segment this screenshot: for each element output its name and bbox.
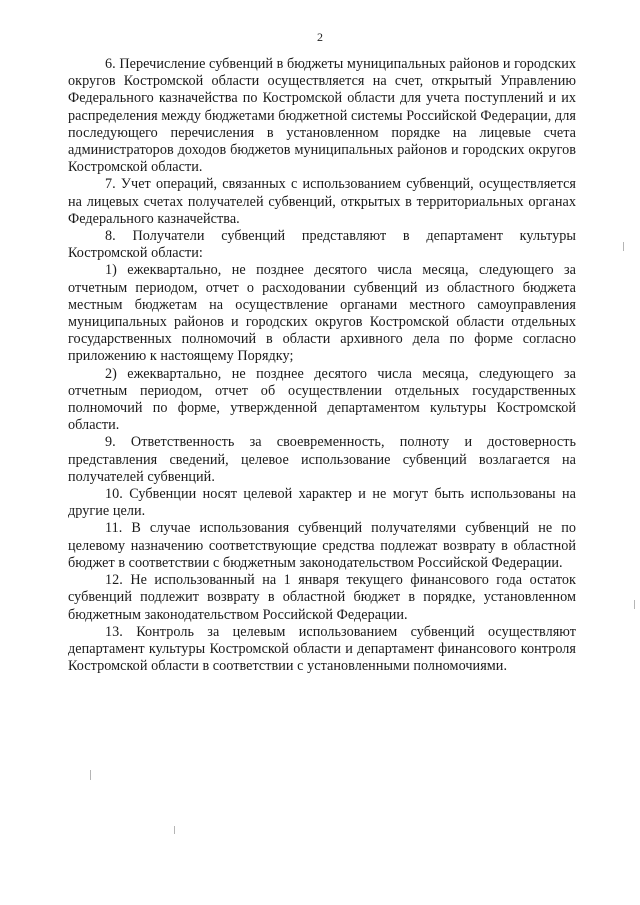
scan-mark <box>90 770 91 780</box>
paragraph-8-item-1: 1) ежеквартально, не позднее десятого числа месяца, следующего за отчетным периодом, отчет о расходовании субвенций из областного бюджета местным бюджетам на осуществление органами местного самоуправления муниципальных районов и городских округов Костромской области отдельных государственных полномочий в области архивного дела по форме согласно приложению к настоящему Порядку; <box>68 262 576 365</box>
paragraph-6: 6. Перечисление субвенций в бюджеты муниципальных районов и городских округов Костромской области осуществляется на счет, открытый Управлению Федерального казначейства по Костромской области для учета поступлений и их распределения между бюджетами бюджетной системы Российской Федерации, для последующего перечисления в установленном порядке на лицевые счета администраторов доходов бюджетов муниципальных районов и городских округов Костромской области. <box>68 56 576 176</box>
paragraph-10: 10. Субвенции носят целевой характер и не могут быть использованы на другие цели. <box>68 486 576 520</box>
paragraph-8: 8. Получатели субвенций представляют в департамент культуры Костромской области: <box>68 228 576 262</box>
paragraph-8-item-2: 2) ежеквартально, не позднее десятого числа месяца, следующего за отчетным периодом, отчет об осуществлении отдельных государственных полномочий по форме, утвержденной департаментом культуры Костромской области. <box>68 365 576 434</box>
paragraph-12: 12. Не использованный на 1 января текущего финансового года остаток субвенций подлежит возврату в областной бюджет в порядке, установленном бюджетным законодательством Российской Федерации. <box>68 572 576 623</box>
paragraph-9: 9. Ответственность за своевременность, полноту и достоверность представления сведений, целевое использование субвенций возлагается на получателей субвенций. <box>68 434 576 485</box>
paragraph-11: 11. В случае использования субвенций получателями субвенций не по целевому назначению соответствующие средства подлежат возврату в областной бюджет в соответствии с бюджетным законодательством Российской Федерации. <box>68 520 576 571</box>
document-body <box>68 56 576 675</box>
paragraph-13: 13. Контроль за целевым использованием субвенций осуществляют департамент культуры Костромской области и департамент финансового контроля Костромской области в соответствии с установленными полномочиями. <box>68 623 576 675</box>
scan-mark <box>634 600 635 609</box>
page-number: 2 <box>317 30 323 44</box>
scan-mark <box>174 826 175 834</box>
scan-mark <box>623 242 624 251</box>
paragraph-7: 7. Учет операций, связанных с использованием субвенций, осуществляется на лицевых счетах получателей субвенций, открытых в территориальных органах Федерального казначейства. <box>68 176 576 227</box>
